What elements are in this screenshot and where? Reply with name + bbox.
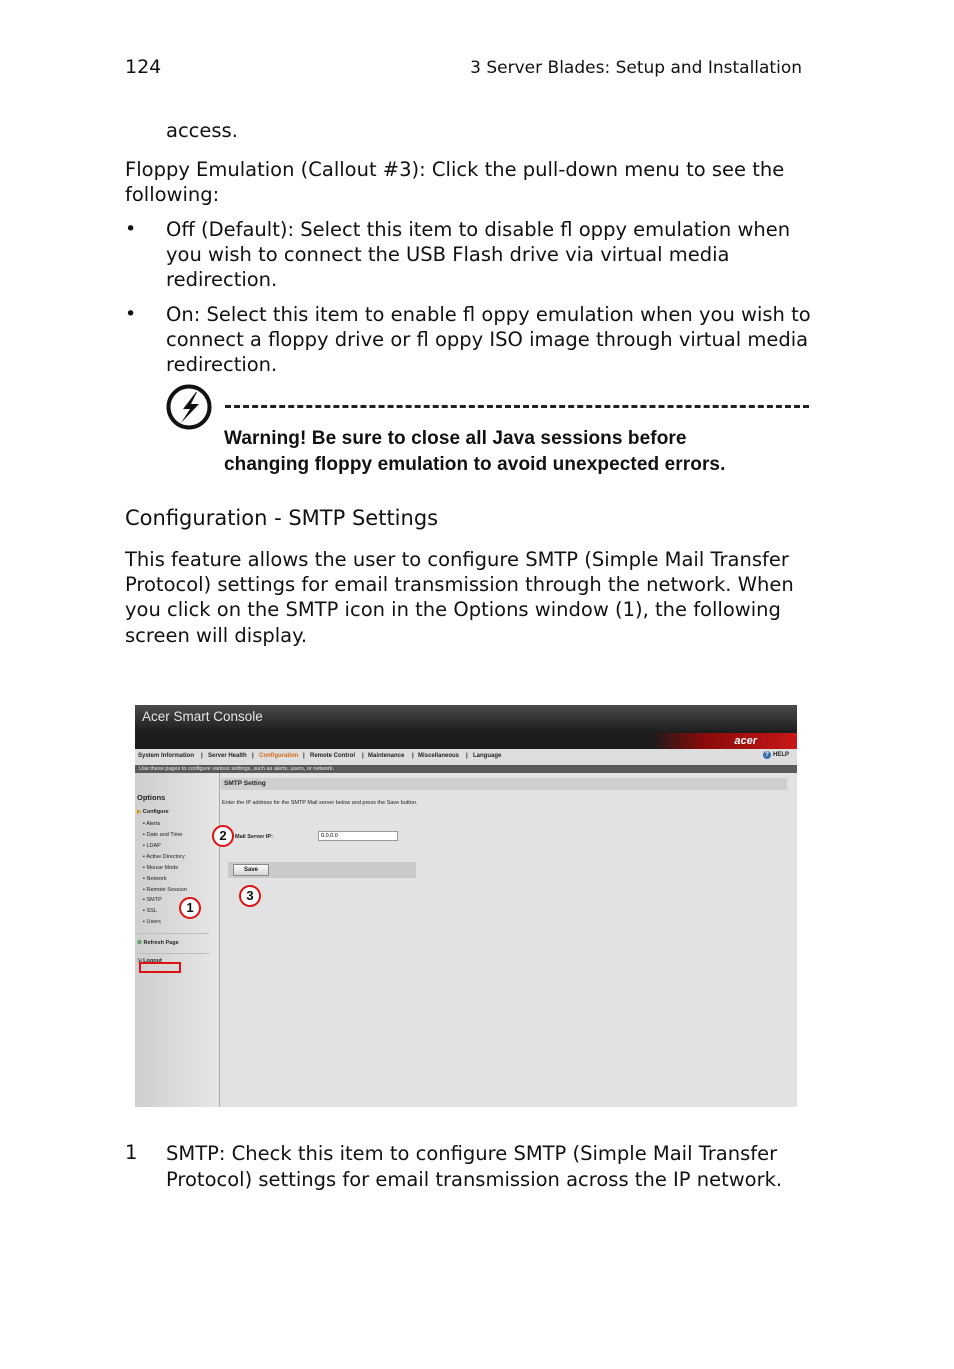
nav-separator: | xyxy=(362,753,364,759)
refresh-page-link[interactable] xyxy=(137,940,179,946)
info-text: Use these pages to configure various settings, such as alerts, users, or network. xyxy=(139,766,335,772)
footnote-number: 1 xyxy=(125,1141,138,1164)
nav-separator: | xyxy=(466,753,468,759)
sidebar-configure-label: Configure xyxy=(142,809,169,815)
feature-line-1: This feature allows the user to configure SMTP (Simple Mail Transfer xyxy=(125,548,789,571)
sidebar-item-label: Network xyxy=(146,876,167,882)
nav-maintenance[interactable]: Maintenance xyxy=(368,753,405,759)
nav-configuration[interactable]: Configuration xyxy=(259,753,299,759)
mail-server-ip-label: Mail Server IP: xyxy=(235,834,273,840)
refresh-icon: ♻ xyxy=(137,940,142,946)
logout-label: Logout xyxy=(143,958,162,964)
sidebar-item-alerts[interactable]: ▪ Alerts xyxy=(143,821,161,827)
help-link[interactable] xyxy=(763,751,789,759)
sidebar-item-label: SSL xyxy=(146,908,157,914)
sidebar-item-ldap[interactable]: ▪ LDAP xyxy=(143,843,161,849)
warning-divider xyxy=(225,405,809,408)
nav-separator: | xyxy=(412,753,414,759)
sidebar-divider xyxy=(137,953,209,954)
feature-line-2: Protocol) settings for email transmission through the network. When xyxy=(125,573,794,596)
save-button[interactable]: Save xyxy=(233,864,269,876)
app-title: Acer Smart Console xyxy=(142,709,263,724)
page-number: 124 xyxy=(125,56,162,78)
nav-separator: | xyxy=(201,753,203,759)
sidebar-item-label: Mouse Mode xyxy=(146,865,179,871)
sidebar-title: Options xyxy=(137,793,166,802)
sidebar-item-smtp[interactable]: ▪ SMTP xyxy=(143,897,162,903)
sidebar-configure[interactable] xyxy=(137,809,169,815)
footnote-line-1: SMTP: Check this item to configure SMTP (Simple Mail Transfer xyxy=(166,1142,778,1165)
access-line: access. xyxy=(166,119,238,142)
footnote-line-2: Protocol) settings for email transmission across the IP network. xyxy=(166,1168,783,1191)
sidebar-item-remote-session[interactable]: ▪ Remote Session xyxy=(143,887,187,893)
sidebar-item-network[interactable]: ▪ Network xyxy=(143,876,167,882)
warning-text xyxy=(224,426,725,477)
smtp-highlight-box xyxy=(139,962,181,973)
warning-line-1: Warning! Be sure to close all Java sessions before xyxy=(224,428,687,449)
nav-language[interactable]: Language xyxy=(473,753,502,759)
help-label: HELP xyxy=(772,752,789,758)
nav-separator: | xyxy=(303,753,305,759)
bullet-1-line-1: Off (Default): Select this item to disable fl oppy emulation when xyxy=(166,218,791,241)
sidebar-item-users[interactable]: ▪ Users xyxy=(143,919,161,925)
sidebar-item-label: SMTP xyxy=(146,897,162,903)
sidebar-item-active-directory[interactable]: ▪ Active Directory xyxy=(143,854,185,860)
callout-1: 1 xyxy=(179,897,201,919)
logout-icon: ⇲ xyxy=(137,958,142,964)
sidebar-item-label: Remote Session xyxy=(146,887,187,893)
nav-remote-control[interactable]: Remote Control xyxy=(310,753,355,759)
running-head: 3 Server Blades: Setup and Installation xyxy=(470,58,802,78)
options-sidebar xyxy=(135,773,220,1107)
sidebar-item-ssl[interactable]: ▪ SSL xyxy=(143,908,157,914)
sidebar-divider xyxy=(137,933,209,934)
acer-logo: acer xyxy=(734,735,757,747)
floppy-intro-line-2: following: xyxy=(125,183,220,206)
bullet-1-line-2: you wish to connect the USB Flash drive via virtual media xyxy=(166,243,730,266)
bullet-2-line-1: On: Select this item to enable fl oppy emulation when you wish to xyxy=(166,303,811,326)
bullet-2-line-3: redirection. xyxy=(166,353,278,376)
content-heading-bar xyxy=(221,778,787,790)
sidebar-item-label: LDAP xyxy=(146,843,161,849)
top-nav xyxy=(135,749,797,766)
folder-icon: ▶ xyxy=(137,809,142,815)
info-strip xyxy=(135,765,797,773)
callout-2: 2 xyxy=(212,825,234,847)
sidebar-item-mouse-mode[interactable]: ▪ Mouse Mode xyxy=(143,865,179,871)
brand-bar xyxy=(135,733,797,749)
content-instructions: Enter the IP address for the SMTP Mail server below and press the Save button. xyxy=(222,800,418,806)
bullet-1-line-3: redirection. xyxy=(166,268,278,291)
nav-miscellaneous[interactable]: Miscellaneous xyxy=(418,753,460,759)
nav-separator: | xyxy=(252,753,254,759)
refresh-label: Refresh Page xyxy=(143,940,179,946)
app-title-bar xyxy=(135,705,797,733)
feature-line-4: screen will display. xyxy=(125,624,308,647)
smtp-settings-screenshot xyxy=(135,705,797,1107)
mail-server-ip-input[interactable] xyxy=(318,831,398,841)
warning-line-2: changing floppy emulation to avoid unexpected errors. xyxy=(224,453,726,475)
content-heading: SMTP Setting xyxy=(224,780,266,787)
warning-lightning-icon xyxy=(166,384,212,430)
sidebar-item-label: Active Directory xyxy=(146,854,185,860)
bullet-marker-1: • xyxy=(125,218,137,240)
bullet-marker-2: • xyxy=(125,303,137,325)
nav-server-health[interactable]: Server Health xyxy=(208,753,247,759)
smtp-content-panel xyxy=(221,773,797,1107)
feature-line-3: you click on the SMTP icon in the Options window (1), the following xyxy=(125,598,781,621)
sidebar-item-label: Date and Time xyxy=(146,832,183,838)
sidebar-item-label: Alerts xyxy=(146,821,161,827)
bullet-2-line-2: connect a floppy drive or fl oppy ISO image through virtual media xyxy=(166,328,809,351)
sidebar-item-label: Users xyxy=(146,919,161,925)
help-icon: ? xyxy=(763,751,771,759)
callout-3: 3 xyxy=(239,885,261,907)
sidebar-item-date-and-time[interactable]: ▪ Date and Time xyxy=(143,832,183,838)
section-heading: Configuration - SMTP Settings xyxy=(125,506,439,530)
nav-system-information[interactable]: System Information xyxy=(138,753,195,759)
floppy-intro-line-1: Floppy Emulation (Callout #3): Click the pull-down menu to see the xyxy=(125,158,785,181)
